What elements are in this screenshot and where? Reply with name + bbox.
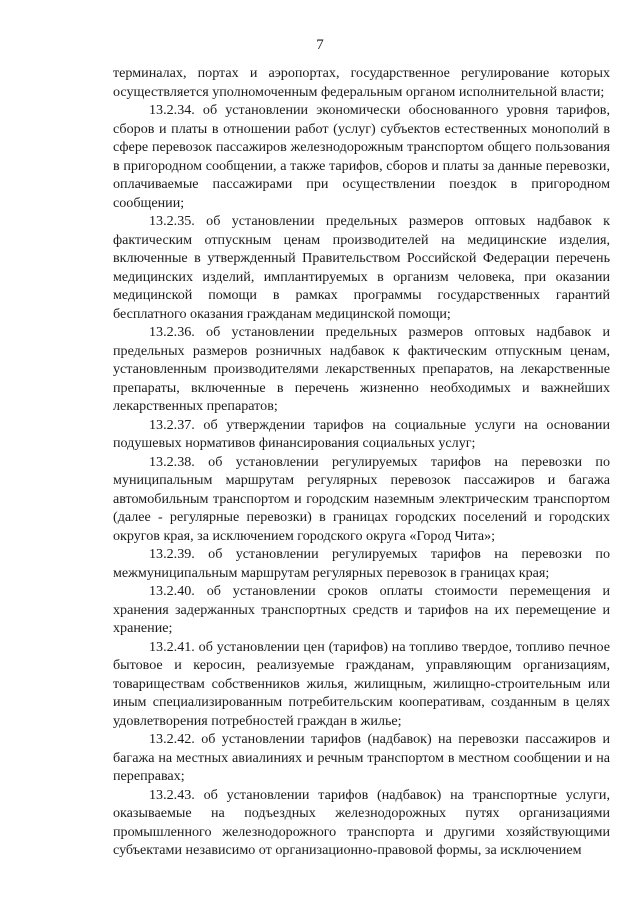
paragraph-13-2-35: 13.2.35. об установлении предельных размеров оптовых надбавок к фактическим отпускным ценам производителей на медицинские изделия, включенные в утвержденный Правительством Российской Федерации перечень медицинских изделий, имплантируемых в организм человека, при оказании медицинской помощи в рамках программы государственных гарантий бесплатного оказания гражданам медицинской помощи; — [113, 213, 610, 322]
paragraph-13-2-37: 13.2.37. об утверждении тарифов на социальные услуги на основании подушевых нормативов финансирования социальных услуг; — [113, 416, 610, 451]
paragraph-13-2-36: 13.2.36. об установлении предельных размеров оптовых надбавок и предельных размеров розничных надбавок к фактическим отпускным ценам, установленным производителями лекарственных препаратов, на лекарственные препараты, включенные в перечень жизненно необходимых и важнейших лекарственных препаратов; — [113, 324, 610, 414]
paragraph-13-2-39: 13.2.39. об установлении регулируемых тарифов на перевозки по межмуниципальным маршрутам регулярных перевозок в границах края; — [113, 546, 610, 581]
document-body — [113, 64, 610, 860]
page-number: 7 — [316, 37, 324, 53]
paragraph-13-2-43: 13.2.43. об установлении тарифов (надбавок) на транспортные услуги, оказываемые на подъездных железнодорожных путях организациями промышленного железнодорожного транспорта и другими хозяйствующими субъектами независимо от организационно-правовой формы, за исключением — [113, 786, 610, 858]
paragraph-continuation: терминалах, портах и аэропортах, государственное регулирование которых осуществляется уполномоченным федеральным органом исполнительной власти; — [113, 65, 610, 100]
paragraph-13-2-34: 13.2.34. об установлении экономически обоснованного уровня тарифов, сборов и платы в отношении работ (услуг) субъектов естественных монополий в сфере перевозок пассажиров железнодорожным транспортом общего пользования в пригородном сообщении, а также тарифов, сборов и платы за данные перевозки, оплачиваемые пассажирами при осуществлении поездок в пригородном сообщении; — [113, 102, 610, 211]
paragraph-13-2-40: 13.2.40. об установлении сроков оплаты стоимости перемещения и хранения задержанных транспортных средств и тарифов на их перемещение и хранение; — [113, 583, 610, 636]
paragraph-13-2-41: 13.2.41. об установлении цен (тарифов) на топливо твердое, топливо печное бытовое и керосин, реализуемые гражданам, управляющим организациям, товариществам собственников жилья, жилищным, жилищно-строительным или иным специализированным потребительским кооперативам, созданным в целях удовлетворения потребностей граждан в жилье; — [113, 638, 610, 729]
paragraph-13-2-38: 13.2.38. об установлении регулируемых тарифов на перевозки по муниципальным маршрутам регулярных перевозок пассажиров и багажа автомобильным транспортом и городским наземным электрическим транспортом (далее - регулярные перевозки) в границах городских поселений и городских округов края, за исключением городского округа «Город Чита»; — [113, 453, 610, 544]
paragraph-13-2-42: 13.2.42. об установлении тарифов (надбавок) на перевозки пассажиров и багажа на местных авиалиниях и речным транспортом в местном сообщении и на переправах; — [113, 731, 610, 784]
